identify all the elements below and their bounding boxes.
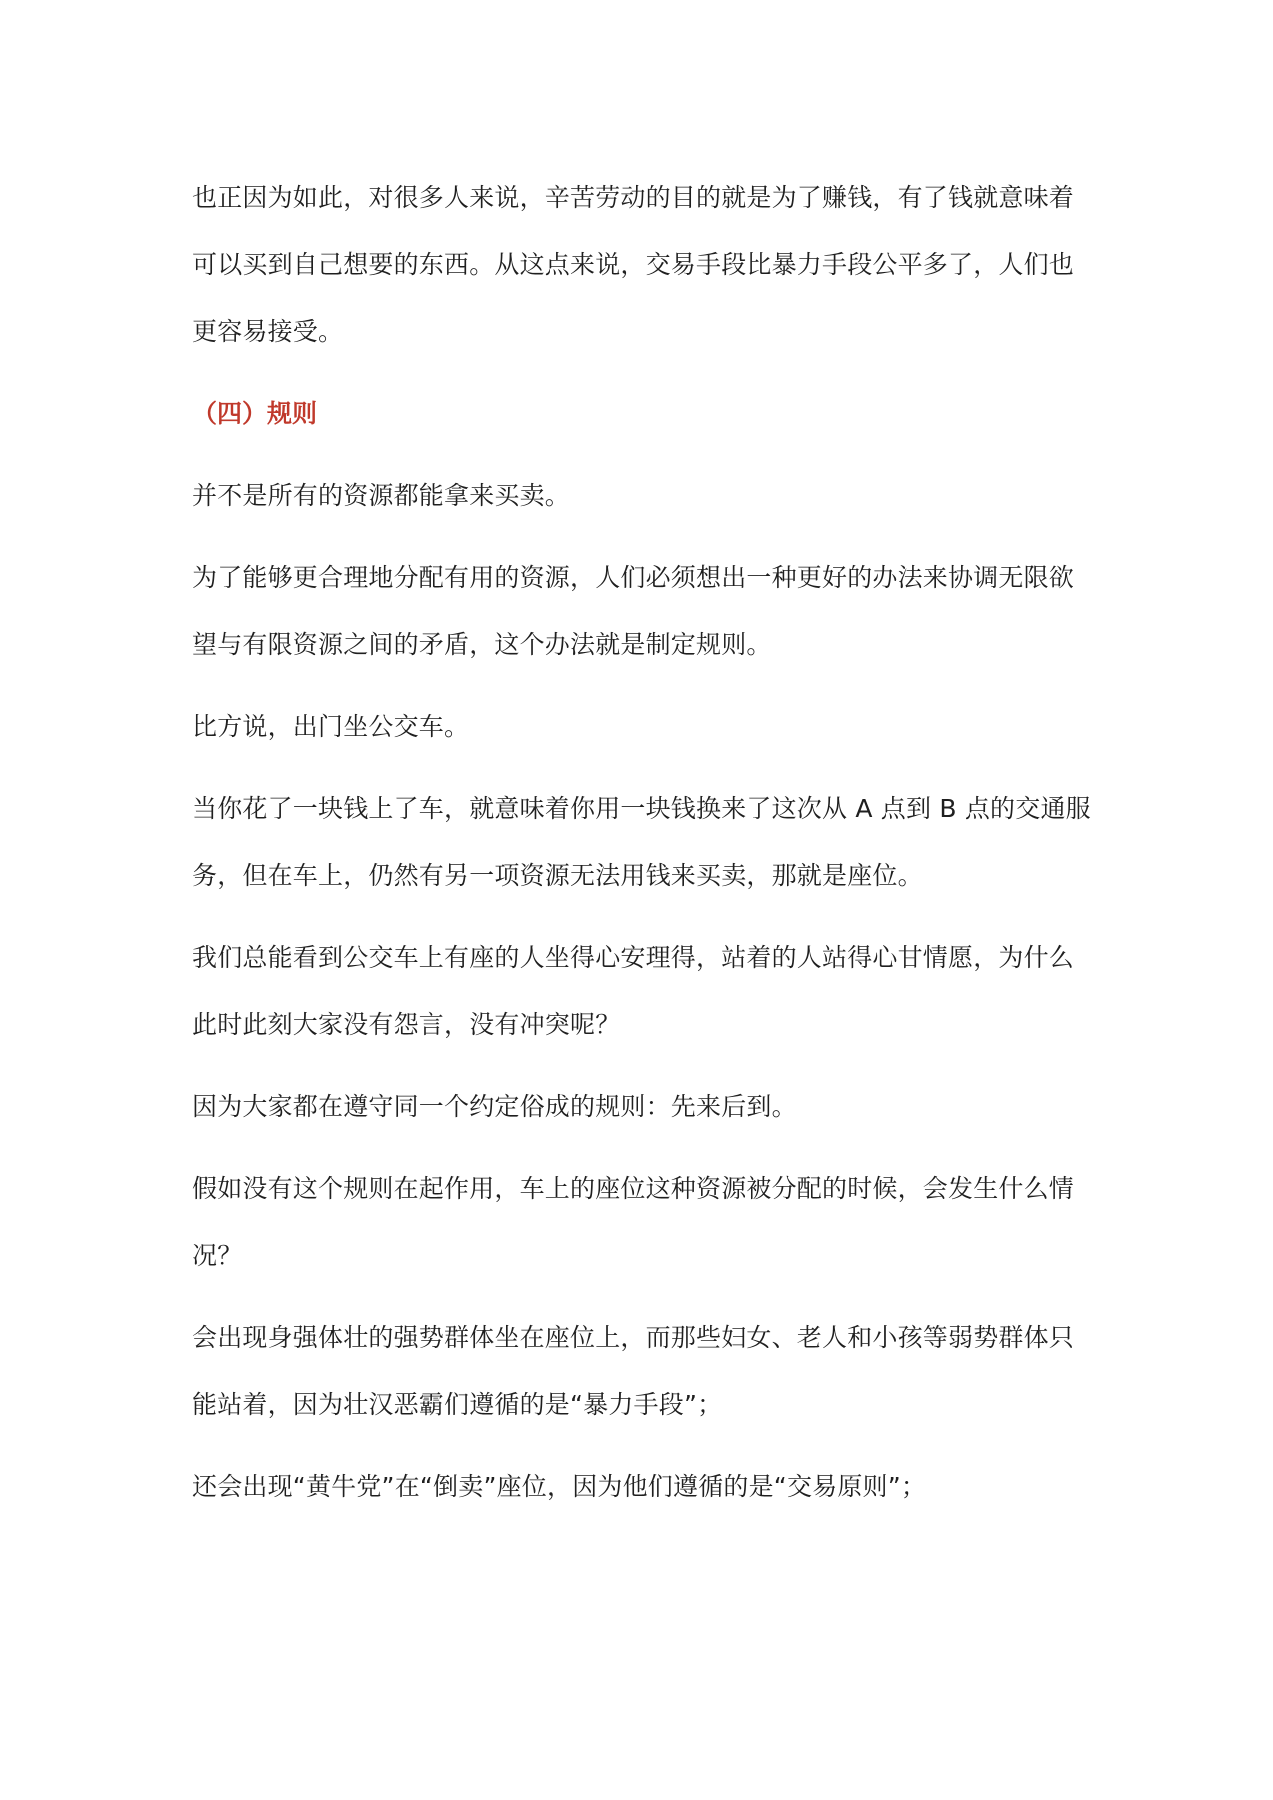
document-body bbox=[192, 164, 1097, 1535]
paragraph-8: 假如没有这个规则在起作用，车上的座位这种资源被分配的时候，会发生什么情况？ bbox=[192, 1174, 1075, 1270]
paragraph-9: 会出现身强体壮的强势群体坐在座位上，而那些妇女、老人和小孩等弱势群体只能站着，因为壮汉恶霸们遵循的是“暴力手段”； bbox=[192, 1323, 1075, 1419]
paragraph-6: 我们总能看到公交车上有座的人坐得心安理得，站着的人站得心甘情愿，为什么此时此刻大家没有怨言，没有冲突呢？ bbox=[192, 943, 1075, 1039]
paragraph-1: 也正因为如此，对很多人来说，辛苦劳动的目的就是为了赚钱，有了钱就意味着可以买到自己想要的东西。从这点来说，交易手段比暴力手段公平多了，人们也更容易接受。 bbox=[192, 183, 1075, 346]
paragraph-2: 并不是所有的资源都能拿来买卖。 bbox=[192, 481, 571, 510]
section-heading: （四）规则 bbox=[192, 399, 318, 428]
paragraph-5: 当你花了一块钱上了车，就意味着你用一块钱换来了这次从 A 点到 B 点的交通服务，但在车上，仍然有另一项资源无法用钱来买卖，那就是座位。 bbox=[192, 794, 1091, 890]
paragraph-7: 因为大家都在遵守同一个约定俗成的规则：先来后到。 bbox=[192, 1092, 797, 1121]
paragraph-10: 还会出现“黄牛党”在“倒卖”座位，因为他们遵循的是“交易原则”； bbox=[192, 1472, 927, 1501]
paragraph-3: 为了能够更合理地分配有用的资源，人们必须想出一种更好的办法来协调无限欲望与有限资源之间的矛盾，这个办法就是制定规则。 bbox=[192, 563, 1075, 659]
paragraph-4: 比方说，出门坐公交车。 bbox=[192, 712, 470, 741]
